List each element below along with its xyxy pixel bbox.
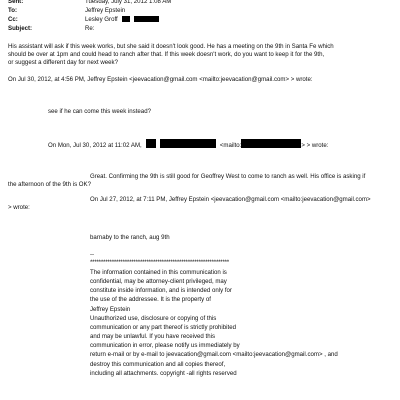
subject-value: Re: — [85, 25, 95, 32]
asterisk-divider: **************************************************************** — [90, 259, 229, 266]
sent-value: Tuesday, July 31, 2012 1:08 AM — [85, 0, 172, 5]
text-line: or suggest a different day for next week? — [8, 59, 118, 66]
redaction-box — [146, 139, 156, 148]
text-line: the afternoon of the 9th is OK? — [8, 181, 91, 188]
disclaimer-line: and may be unlawful. If you have received this — [90, 333, 215, 341]
disclaimer-block — [90, 268, 338, 378]
disclaimer-line: constitute inside information, and is intended only for — [90, 287, 232, 295]
disclaimer-line: communication or any part thereof is strictly prohibited — [90, 323, 236, 331]
disclaimer-line: The information contained in this communication is — [90, 269, 227, 276]
disclaimer-line: including all attachments. copyright -all rights reserved — [90, 369, 237, 377]
signature-separator: -- — [90, 251, 95, 258]
disclaimer-line: the use of the addressee. It is the property of — [90, 296, 211, 304]
quote-header — [48, 139, 328, 150]
quote-suffix: > > wrote: — [301, 142, 329, 149]
redaction-box — [122, 16, 130, 22]
disclaimer-line: communication in error, please notify us immediately by — [90, 342, 240, 350]
cc-label: Cc: — [8, 16, 18, 23]
message-text: barnaby to the ranch, aug 9th — [90, 234, 170, 241]
subject-label: Subject: — [8, 25, 33, 32]
disclaimer-line: destroy this communication and all copies thereof, — [90, 360, 226, 368]
to-label: To: — [8, 7, 18, 14]
quote-header: On Jul 30, 2012, at 4:56 PM, Jeffrey Epstein <jeevacation@gmail.com <mailto:jeevacation@gmail.com> > wrote: — [8, 76, 313, 83]
reply-text: see if he can come this week instead? — [48, 108, 151, 115]
redaction-box — [160, 139, 216, 148]
text-line: > wrote: — [8, 204, 30, 211]
disclaimer-line: Jeffrey Epstein — [90, 305, 131, 313]
disclaimer-line: confidential, may be attorney-client privileged, may — [90, 278, 227, 286]
disclaimer-line: return e-mail or by e-mail to jeevacation@gmail.com <mailto:jeevacation@gmail.com> , and — [90, 351, 338, 359]
sent-label: Sent: — [8, 0, 24, 5]
redaction-box — [134, 16, 159, 22]
quote-mailto: <mailto: — [219, 142, 242, 149]
text-line: His assistant will ask if this week works, but she said it doesn't look good. He has a meeting on the 9th in Santa Fe which — [8, 43, 334, 50]
cc-value: Lesley Groff — [85, 16, 118, 23]
text-line: On Jul 27, 2012, at 7:11 PM, Jeffrey Epstein <jeevacation@gmail.com <mailto:jeevacation@gmail.com> — [90, 196, 371, 203]
to-value: Jeffrey Epstein — [85, 7, 126, 14]
cc-line — [85, 16, 159, 24]
text-line: Great. Confirming the 9th is still good for Geoffrey West to come to ranch as well. His office is asking if — [90, 173, 366, 180]
disclaimer-line: Unauthorized use, disclosure or copying of this — [90, 314, 217, 322]
quote-prefix: On Mon, Jul 30, 2012 at 11:02 AM, — [48, 142, 142, 149]
text-line: should be over at 1pm and could head to ranch after that. If this week doesn't work, do you want to keep it for the 9th, — [8, 51, 325, 58]
redaction-box — [241, 139, 301, 148]
